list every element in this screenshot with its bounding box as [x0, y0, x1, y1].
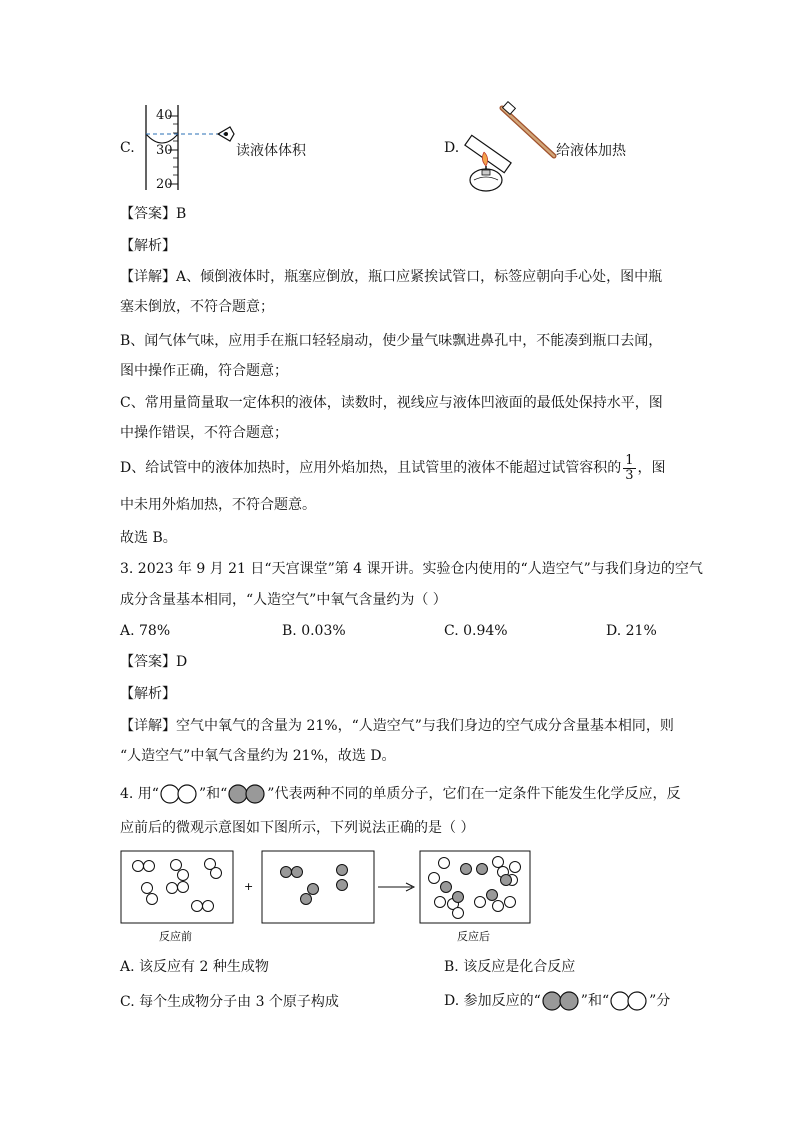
one-third-fraction: [623, 454, 635, 483]
white-molecule-icon: [160, 784, 198, 804]
q4-stem-mid: ”和“: [198, 786, 228, 802]
option-d-caption: 给液体加热: [556, 143, 626, 159]
tick-label-20: 20: [156, 177, 173, 192]
q2-detail-line: 【详解】A、倾倒液体时，瓶塞应倒放，瓶口应紧挨试管口，标签应朝向手心处，图中瓶: [120, 269, 663, 285]
label-before: 反应前: [159, 930, 192, 943]
q4-option-d-prefix: D. 参加反应的“: [444, 993, 541, 1009]
q3-stem-line: 成分含量基本相同，“人造空气”中氧气含量约为（ ）: [120, 592, 447, 608]
tick-label-40: 40: [156, 108, 173, 123]
gray-molecule-icon: [542, 991, 580, 1011]
option-d-letter: D.: [444, 140, 460, 156]
q2-detail-line: C、常用量筒量取一定体积的液体，读数时，视线应与液体凹液面的最低处保持水平，图: [120, 395, 663, 411]
q3-option-c: C. 0.94%: [444, 623, 508, 639]
q4-option-d: [444, 988, 670, 1014]
heating-test-tube-figure: [462, 100, 562, 195]
fraction-denominator: 3: [625, 467, 634, 483]
graduated-cylinder-figure: [138, 100, 248, 195]
q3-detail-line: 【详解】空气中氧气的含量为 21%，“人造空气”与我们身边的空气成分含量基本相同，则: [120, 718, 674, 734]
q2-detail-line: B、闻气体气味，应用手在瓶口轻轻扇动，使少量气味飘进鼻孔中，不能凑到瓶口去闻，: [120, 333, 663, 349]
q4-option-b: B. 该反应是化合反应: [444, 959, 576, 975]
q4-stem-suffix: ”代表两种不同的单质分子，它们在一定条件下能发生化学反应，反: [267, 786, 681, 802]
q2-detail-line: 中操作错误，不符合题意；: [120, 425, 288, 441]
q2-detail-line: 塞未倒放，不符合题意；: [120, 299, 274, 315]
label-after: 反应后: [457, 930, 490, 943]
plus-sign: +: [244, 880, 254, 893]
q3-option-a: A. 78%: [120, 623, 171, 639]
q2-detail-d-tail: ，图: [637, 460, 666, 476]
q2-detail-d-text: D、给试管中的液体加热时，应用外焰加热，且试管里的液体不能超过试管容积的: [120, 460, 622, 476]
q4-option-a: A. 该反应有 2 种生成物: [120, 959, 269, 975]
q4-option-c: C. 每个生成物分子由 3 个原子构成: [120, 994, 339, 1010]
tick-label-30: 30: [156, 143, 173, 158]
q2-conclusion: 故选 B。: [120, 530, 177, 546]
q3-option-b: B. 0.03%: [282, 623, 346, 639]
q3-answer: 【答案】D: [120, 654, 188, 670]
gray-molecule-icon: [228, 784, 266, 804]
reaction-diagram: [120, 850, 540, 950]
q4-stem-line: 应前后的微观示意图如下图所示，下列说法正确的是（ ）: [120, 820, 475, 836]
option-c-letter: C.: [120, 140, 135, 156]
q3-detail-line: “人造空气”中氧气含量约为 21%，故选 D。: [120, 748, 396, 764]
q2-answer: 【答案】B: [120, 206, 187, 222]
fraction-numerator: 1: [625, 452, 634, 468]
q4-option-d-mid: ”和“: [580, 993, 610, 1009]
q2-detail-d-line: [120, 451, 666, 485]
q2-analysis-heading: 【解析】: [120, 238, 176, 254]
q4-stem-line: [120, 781, 680, 807]
q2-detail-line: 图中操作正确，符合题意；: [120, 363, 288, 379]
white-molecule-icon: [610, 991, 648, 1011]
q4-option-d-suffix: ”分: [649, 993, 671, 1009]
q4-stem-prefix: 4. 用“: [120, 786, 159, 802]
q3-option-d: D. 21%: [606, 623, 657, 639]
option-c-caption: 读液体体积: [236, 143, 306, 159]
q3-stem-line: 3. 2023 年 9 月 21 日“天宫课堂”第 4 课开讲。实验仓内使用的“人造空气”与我们身边的空气: [120, 561, 703, 577]
q2-detail-d-line2: 中未用外焰加热，不符合题意。: [120, 497, 316, 513]
q3-analysis-heading: 【解析】: [120, 686, 176, 702]
